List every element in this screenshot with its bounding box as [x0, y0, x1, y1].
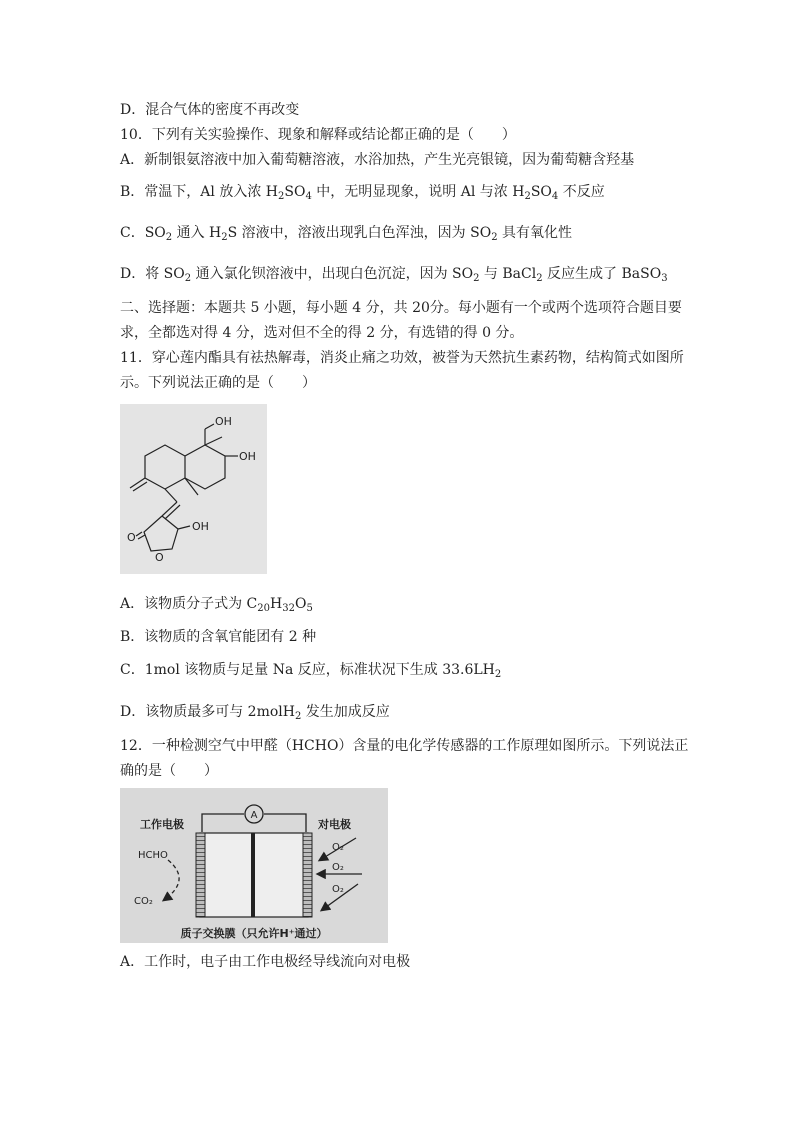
structure-bonds — [130, 424, 238, 551]
question-11-option-d: D．该物质最多可与 2molH$_2$ 发生加成反应 — [120, 704, 390, 722]
question-12-option-a: A．工作时，电子由工作电极经导线流向对电极 — [120, 954, 411, 970]
o2-label-2: O₂ — [332, 862, 344, 873]
question-9-option-d: D．混合气体的密度不再改变 — [120, 102, 300, 118]
andrographolide-structure-figure — [120, 404, 267, 574]
label-oh-top: OH — [215, 415, 232, 428]
section-2-instructions-line1: 二、选择题：本题共 5 小题，每小题 4 分，共 20分。每小题有一个或两个选项符合题目要 — [120, 300, 682, 316]
question-12-stem-line1: 12．一种检测空气中甲醛（HCHO）含量的电化学传感器的工作原理如图所示。下列说法正 — [120, 738, 689, 754]
question-11-option-b: B．该物质的含氧官能团有 2 种 — [120, 629, 317, 645]
counter-electrode-plate — [303, 833, 312, 917]
sensor-diagram-figure — [120, 788, 388, 943]
question-10-option-b: B．常温下，Al 放入浓 $H_2SO_4$ 中，无明显现象，说明 Al 与浓 $H_2SO_4$ 不反应 — [120, 184, 605, 202]
structure-svg — [120, 404, 267, 574]
work-electrode-label: 工作电极 — [140, 818, 184, 831]
question-11-option-a: A．该物质分子式为 $C_{20}H_{32}O_5$ — [120, 596, 313, 614]
label-oh-right: OH — [239, 450, 256, 463]
question-10-option-c: C．$SO_2$ 通入 $H_2S$ 溶液中，溶液出现乳白色浑浊，因为 $SO_2$ 具有氧化性 — [120, 225, 573, 243]
o2-label-3: O₂ — [332, 884, 344, 895]
sensor-svg — [120, 788, 388, 943]
o2-label-1: O₂ — [332, 842, 344, 853]
ammeter-label: A — [250, 810, 258, 821]
label-o-carbonyl: O — [127, 531, 136, 544]
label-o-ring: O — [155, 551, 164, 564]
label-oh-lactone: OH — [192, 520, 209, 533]
membrane-label: 质子交换膜（只允许H⁺通过） — [180, 927, 328, 940]
counter-electrode-label: 对电极 — [318, 818, 351, 831]
hcho-to-co2-arrow — [164, 860, 179, 900]
question-11-stem-line2: 示。下列说法正确的是（ ） — [120, 375, 316, 391]
proton-exchange-membrane — [251, 833, 255, 917]
question-11-option-c: C．1mol 该物质与足量 Na 反应，标准状况下生成 $33.6LH_2$ — [120, 662, 502, 680]
section-2-instructions-line2: 求，全都选对得 4 分，选对但不全的得 2 分，有选错的得 0 分。 — [120, 325, 524, 341]
question-10-option-d: D．将 $SO_2$ 通入氯化钡溶液中，出现白色沉淀，因为 $SO_2$ 与 BaCl$_2$ 反应生成了 BaSO$_3$ — [120, 266, 668, 284]
hcho-label: HCHO — [138, 850, 168, 861]
question-11-stem-line1: 11．穿心莲内酯具有祛热解毒，消炎止痛之功效，被誉为天然抗生素药物，结构简式如图所 — [120, 350, 684, 366]
question-10-stem: 10．下列有关实验操作、现象和解释或结论都正确的是（ ） — [120, 127, 516, 143]
question-12-stem-line2: 确的是（ ） — [120, 763, 218, 779]
question-10-option-a: A．新制银氨溶液中加入葡萄糖溶液，水浴加热，产生光亮银镜，因为葡萄糖含羟基 — [120, 152, 635, 168]
work-electrode-plate — [196, 833, 205, 917]
co2-label: CO₂ — [134, 896, 153, 907]
